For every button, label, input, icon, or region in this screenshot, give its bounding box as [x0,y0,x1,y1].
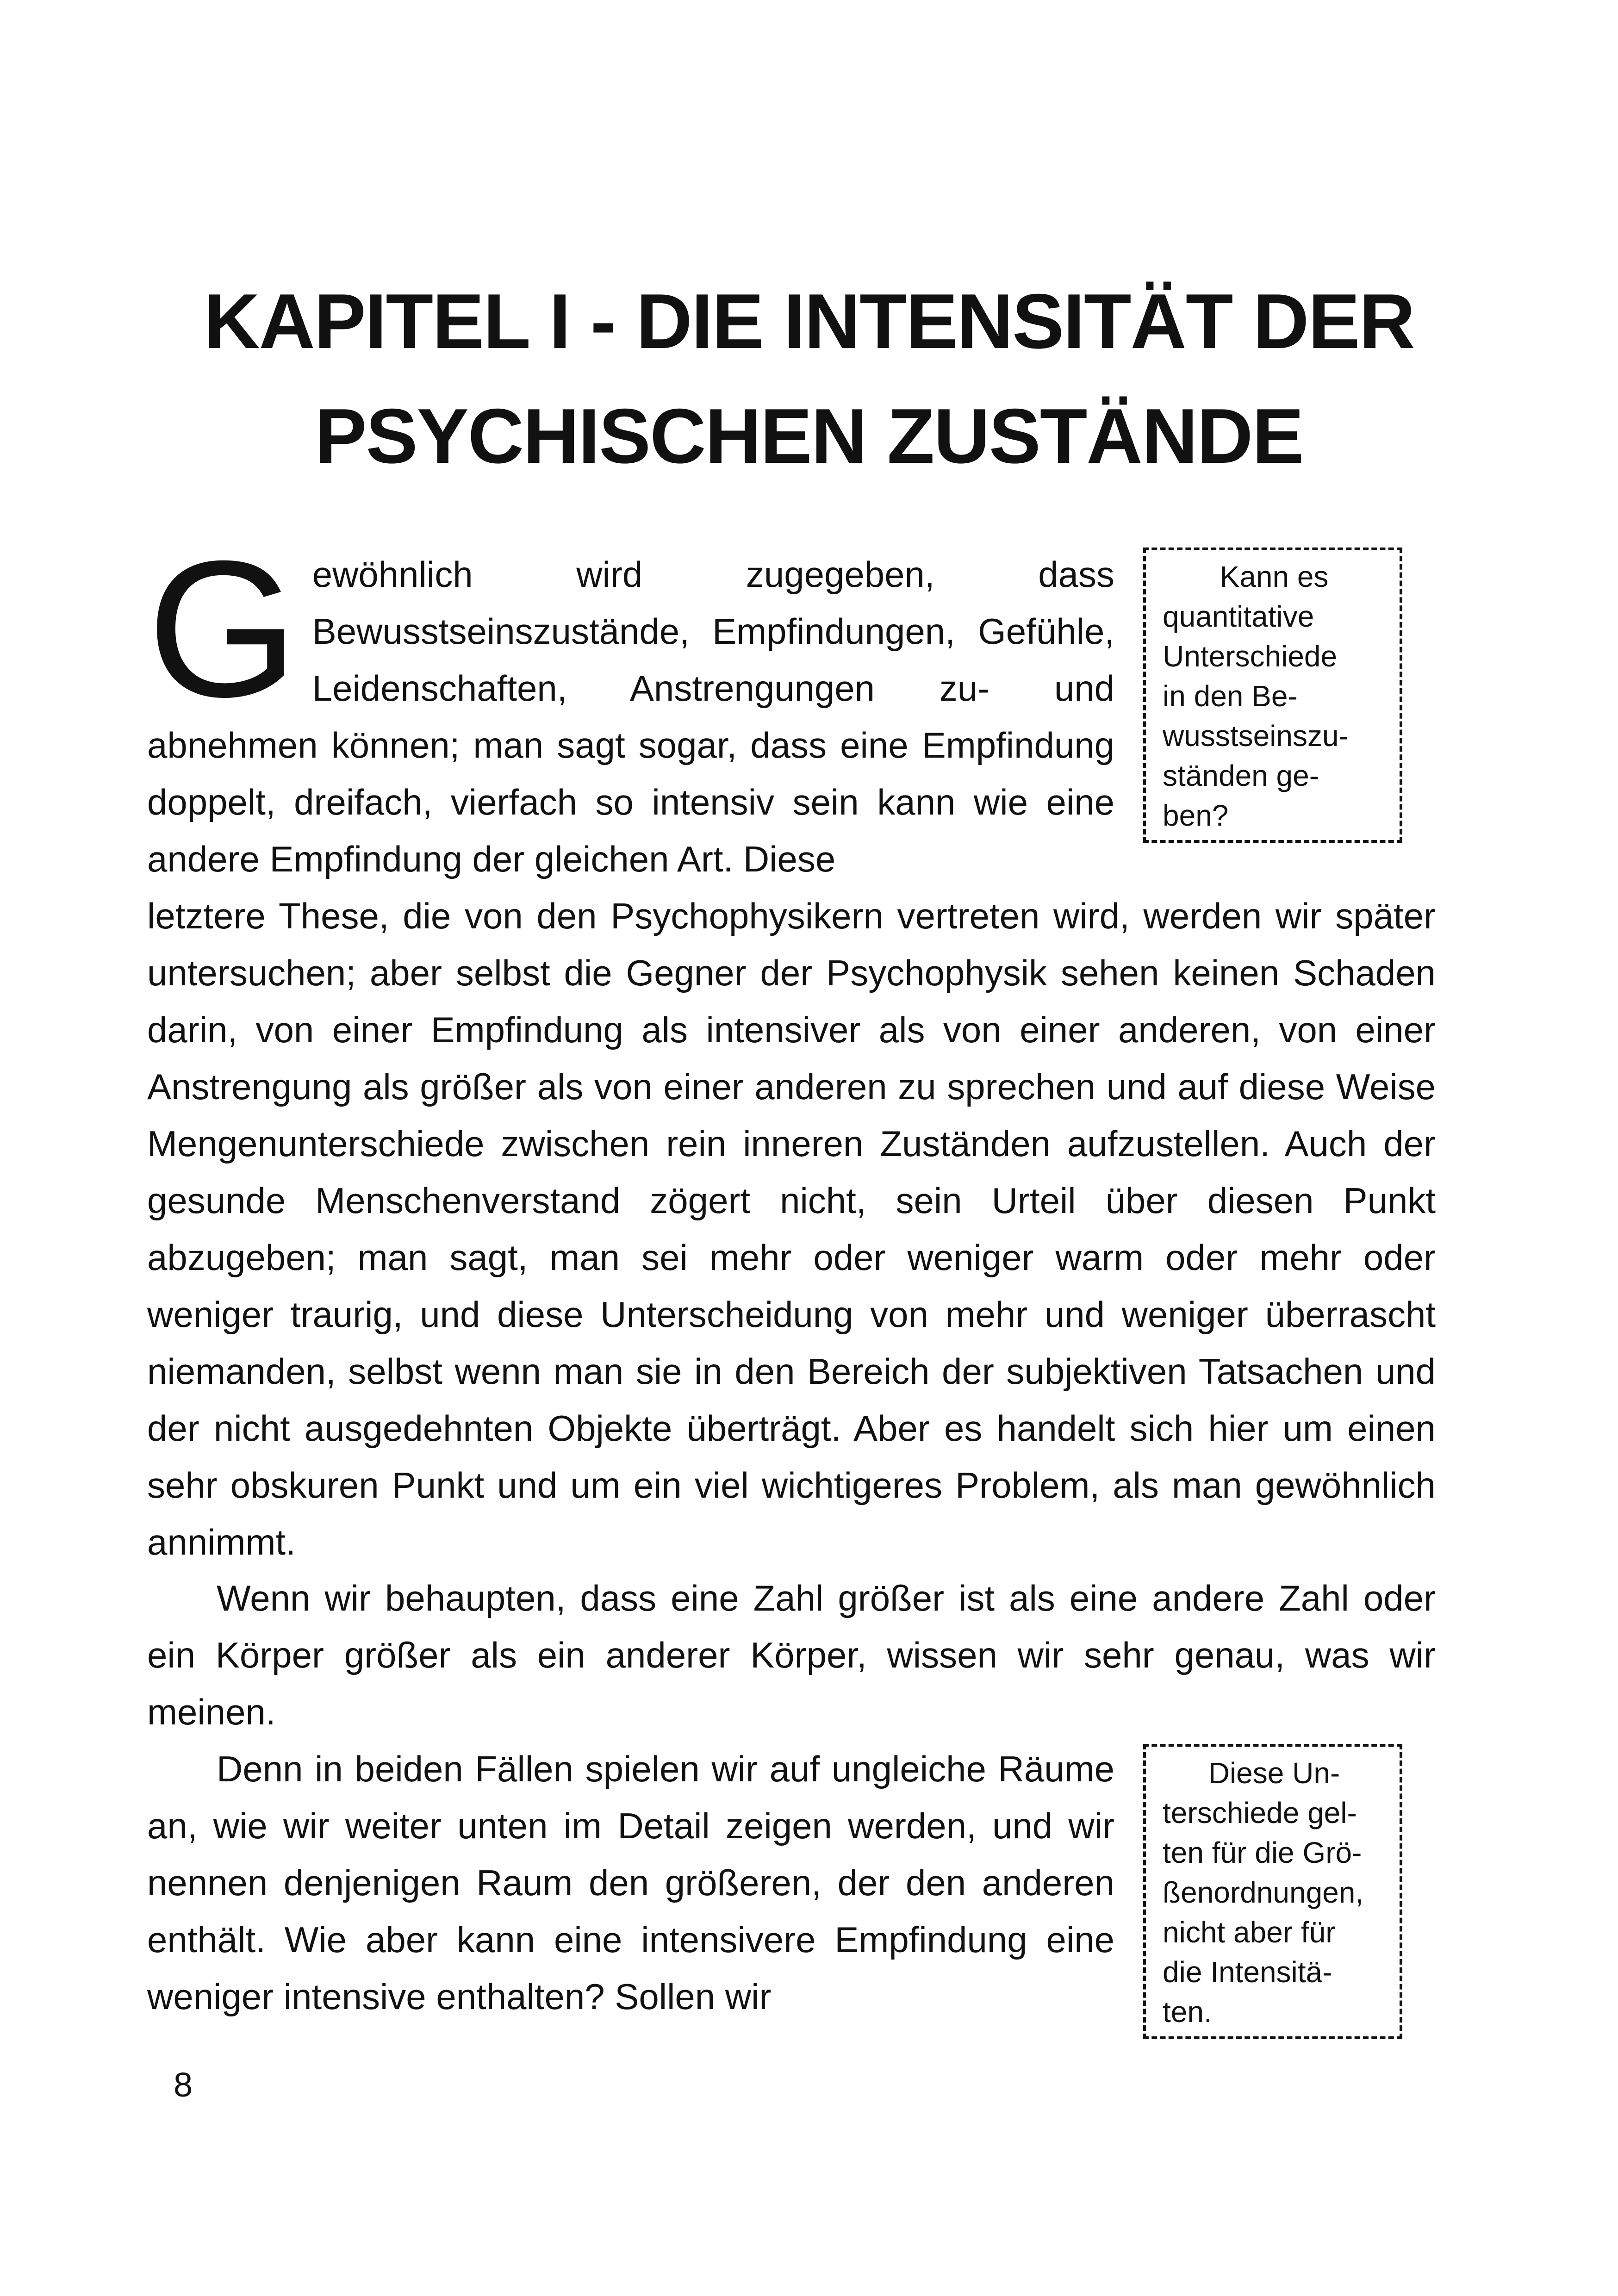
sidenote-1-line: Unterschiede [1163,640,1338,673]
chapter-title [139,264,1479,493]
paragraph-1-text-b: letztere These, die von den Psychophysikern vertreten wird, werden wir später untersuchen; aber selbst die Gegner der Psychophysik sehen keinen Schaden darin, von einer Empfindung als intensiver als von einer anderen, von einer Anstrengung als größer als von einer anderen zu sprechen und auf diese Weise Mengenunterschiede zwischen rein inneren Zuständen aufzustellen. Auch der gesunde Menschenverstand zögert nicht, sein Urteil über diesen Punkt abzugeben; man sagt, man sei mehr oder weniger warm oder mehr oder weniger traurig, und diese Unterscheidung von mehr und weniger überrascht niemanden, selbst wenn man sie in den Bereich der subjektiven Tatsachen und der nicht ausgedehnten Objekte überträgt. Aber es handelt sich hier um einen sehr obskuren Punkt und um ein viel wichtigeres Problem, als man gewöhnlich annimmt. [147,896,1436,1562]
chapter-title-line-2: PSYCHISCHEN ZUSTÄNDE [315,392,1303,479]
paragraph-1-wide [147,888,1436,1571]
sidenote-2 [1143,1744,1402,2039]
sidenote-2-line: Diese Un- [1208,1756,1340,1790]
paragraph-1-narrow [147,521,1114,888]
sidenote-1-line: ständen ge- [1163,759,1319,792]
paragraph-3 [147,1741,1114,2025]
paragraph-3-text: Denn in beiden Fällen spielen wir auf ungleiche Räume an, wie wir weiter unten im Detail zeigen werden, und wir nennen denjenigen Raum den größeren, der den anderen enthält. Wie aber kann eine intensivere Empfindung eine weniger intensive enthalten? Sollen wir [147,1748,1114,2017]
sidenote-1-line: wusstseinszu- [1163,719,1349,753]
sidenote-2-line: ten für die Grö- [1163,1836,1362,1869]
sidenote-1-line: quantitative [1163,600,1314,633]
sidenote-1-line: in den Be- [1163,679,1298,713]
sidenote-2-line: terschiede gel- [1163,1796,1357,1829]
page-number: 8 [174,2066,193,2104]
chapter-title-line-1: KAPITEL I - DIE INTENSITÄT DER [204,278,1414,365]
sidenote-1 [1143,548,1402,843]
paragraph-1-text-a: ewöhnlich wird zugegeben, dass Bewusstseinszustände, Empfindungen, Gefühle, Leidenschaften, Anstrengungen zu- und abnehmen können; man sagt sogar, dass eine Empfindung doppelt, dreifach, vierfach so intensiv sein kann wie eine andere Empfindung der gleichen Art. Diese [147,554,1114,879]
sidenote-2-line: ten. [1163,1995,1212,2028]
sidenote-1-line: ben? [1163,799,1229,832]
paragraph-2-text: Wenn wir behaupten, dass eine Zahl größer ist als eine andere Zahl oder ein Körper größer als ein anderer Körper, wissen wir sehr genau, was wir meinen. [147,1578,1436,1732]
sidenote-2-line: ßenordnungen, [1163,1876,1364,1909]
drop-cap: G [147,521,299,738]
sidenote-2-line: die Intensitä- [1163,1955,1332,1989]
sidenote-1-line: Kann es [1220,560,1329,593]
paragraph-2 [147,1570,1436,1741]
sidenote-2-line: nicht aber für [1163,1916,1336,1949]
